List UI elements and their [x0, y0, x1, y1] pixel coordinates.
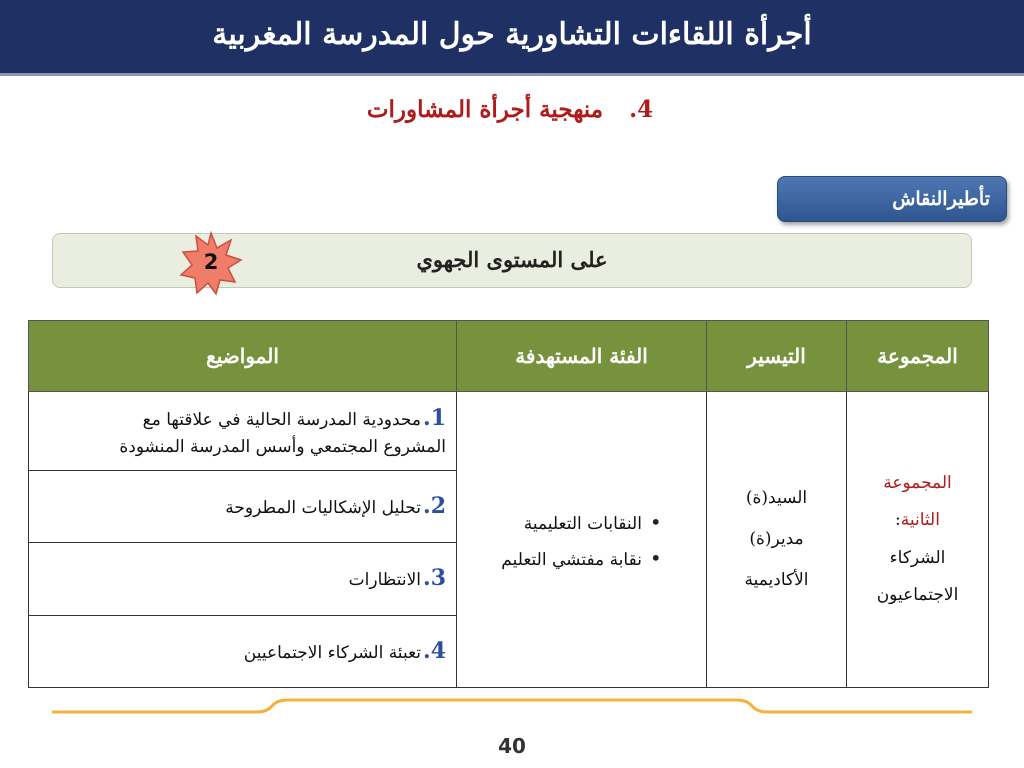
discussion-framing-button[interactable]: تأطيرالنقاش — [777, 176, 1007, 222]
topic-text: تعبئة الشركاء الاجتماعيين — [243, 642, 422, 663]
facilitation-cell — [707, 392, 847, 688]
level-badge-number: 2 — [203, 250, 219, 274]
target-item: • النقابات التعليمية — [501, 510, 661, 534]
facilitation-line: مدير(ة) — [749, 529, 804, 550]
facilitation-line: السيد(ة) — [745, 488, 808, 509]
group-cell — [847, 392, 989, 688]
target-list — [501, 498, 661, 582]
page-number: 40 — [498, 734, 526, 758]
section-number: 4. — [629, 96, 654, 123]
header-topics: المواضيع — [29, 321, 457, 392]
group-colon: : — [895, 510, 901, 531]
topic-cell — [29, 392, 457, 470]
section-heading — [300, 96, 720, 123]
table-row — [29, 392, 989, 470]
topic-text: تحليل الإشكاليات المطروحة — [225, 497, 422, 518]
facilitation-line: الأكاديمية — [744, 570, 809, 591]
section-title: منهجية أجرأة المشاورات — [366, 96, 604, 123]
group-line-1: المجموعة — [883, 472, 952, 493]
topic-number: 1. — [423, 404, 446, 431]
title-bar — [0, 0, 1024, 76]
topic-number: 2. — [423, 492, 446, 519]
group-line-2: الثانية — [900, 510, 940, 531]
target-item: • نقابة مفتشي التعليم — [501, 546, 661, 570]
header-facilitation: التيسير — [707, 321, 847, 392]
group-line-3: الشركاء — [889, 547, 946, 568]
consultation-table — [28, 320, 989, 688]
topic-cell — [29, 615, 457, 687]
footer-divider — [52, 696, 972, 718]
group-line-4: الاجتماعيون — [876, 585, 959, 606]
topic-text-cont: المشروع المجتمعي وأسس المدرسة المنشودة — [119, 436, 446, 457]
topic-cell — [29, 470, 457, 542]
topic-text: محدودية المدرسة الحالية في علاقتها مع — [142, 409, 422, 430]
level-label: على المستوى الجهوي — [416, 247, 608, 272]
header-group: المجموعة — [847, 321, 989, 392]
topic-number: 4. — [423, 637, 446, 664]
slide-title: أجرأة اللقاءات التشاورية حول المدرسة المغربية — [212, 17, 812, 52]
header-target: الفئة المستهدفة — [457, 321, 707, 392]
topic-text: الانتظارات — [348, 570, 422, 591]
topic-cell — [29, 543, 457, 615]
table-header-row — [29, 321, 989, 392]
target-cell — [457, 392, 707, 688]
level-badge-star — [178, 230, 244, 296]
topic-number: 3. — [423, 565, 446, 592]
